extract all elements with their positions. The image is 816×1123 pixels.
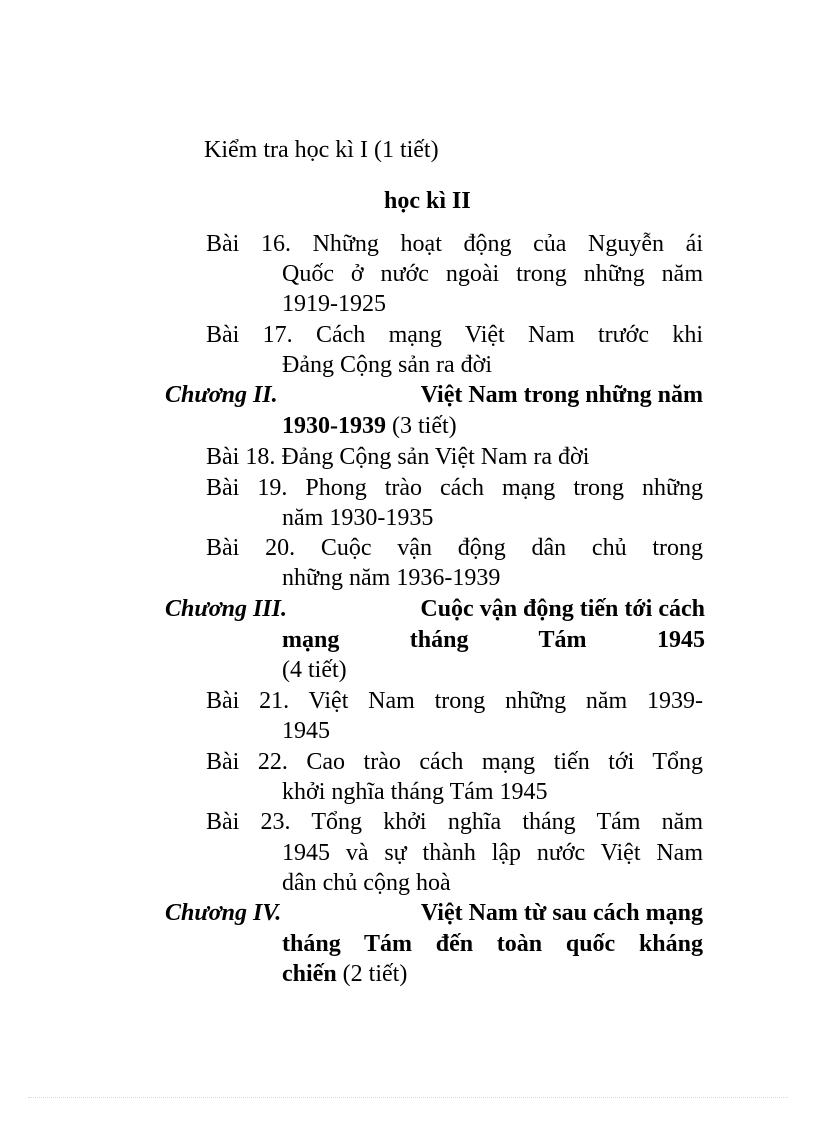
lesson-23-line-1: Bài 23. Tổng khởi nghĩa tháng Tám năm [206, 809, 703, 835]
lesson-23-line-2: 1945 và sự thành lập nước Việt Nam [282, 840, 703, 866]
page-bottom-divider [28, 1097, 788, 1098]
lesson-16-line-1: Bài 16. Những hoạt động của Nguyễn ái [206, 231, 703, 257]
exam-line: Kiểm tra học kì I (1 tiết) [204, 137, 439, 163]
lesson-23-line-3: dân chủ cộng hoà [282, 870, 451, 896]
chapter-4-label: Chương IV. [165, 900, 282, 926]
chapter-4-line-3 [282, 959, 407, 989]
lesson-22-line-2: khởi nghĩa tháng Tám 1945 [282, 779, 548, 805]
lesson-22-line-1: Bài 22. Cao trào cách mạng tiến tới Tổng [206, 749, 703, 775]
lesson-21-line-2: 1945 [282, 718, 330, 744]
lesson-18: Bài 18. Đảng Cộng sản Việt Nam ra đời [206, 444, 590, 470]
lesson-21-line-1: Bài 21. Việt Nam trong những năm 1939- [206, 688, 703, 714]
lesson-20-line-1: Bài 20. Cuộc vận động dân chủ trong [206, 535, 703, 561]
chapter-2-title-1: Việt Nam trong những năm [420, 382, 703, 408]
chapter-3-line-1 [165, 594, 705, 624]
chapter-3-title-2: mạng tháng Tám 1945 [282, 627, 705, 653]
chapter-4-line-1 [165, 898, 703, 928]
semester-heading: học kì II [384, 188, 471, 214]
chapter-4-title-2: tháng Tám đến toàn quốc kháng [282, 931, 703, 957]
chapter-2-line-2 [282, 411, 457, 441]
lesson-17-line-2: Đảng Cộng sản ra đời [282, 352, 492, 378]
chapter-2-title-2: 1930-1939 [282, 413, 386, 439]
chapter-2-label: Chương II. [165, 382, 278, 408]
chapter-4-title-1: Việt Nam từ sau cách mạng [420, 900, 703, 926]
lesson-20-line-2: những năm 1936-1939 [282, 565, 501, 591]
lesson-19-line-2: năm 1930-1935 [282, 505, 434, 531]
lesson-17-line-1: Bài 17. Cách mạng Việt Nam trước khi [206, 322, 703, 348]
chapter-4-periods: (2 tiết) [336, 961, 408, 987]
chapter-3-title-1: Cuộc vận động tiến tới cách [420, 596, 705, 622]
lesson-16-line-3: 1919-1925 [282, 291, 386, 317]
chapter-4-title-3: chiến [282, 961, 337, 987]
chapter-3-label: Chương III. [165, 596, 287, 622]
chapter-2-periods: (3 tiết) [386, 413, 457, 439]
chapter-3-periods: (4 tiết) [282, 657, 347, 683]
lesson-16-line-2: Quốc ở nước ngoài trong những năm [282, 261, 703, 287]
lesson-19-line-1: Bài 19. Phong trào cách mạng trong những [206, 475, 703, 501]
chapter-2-line-1 [165, 380, 703, 410]
